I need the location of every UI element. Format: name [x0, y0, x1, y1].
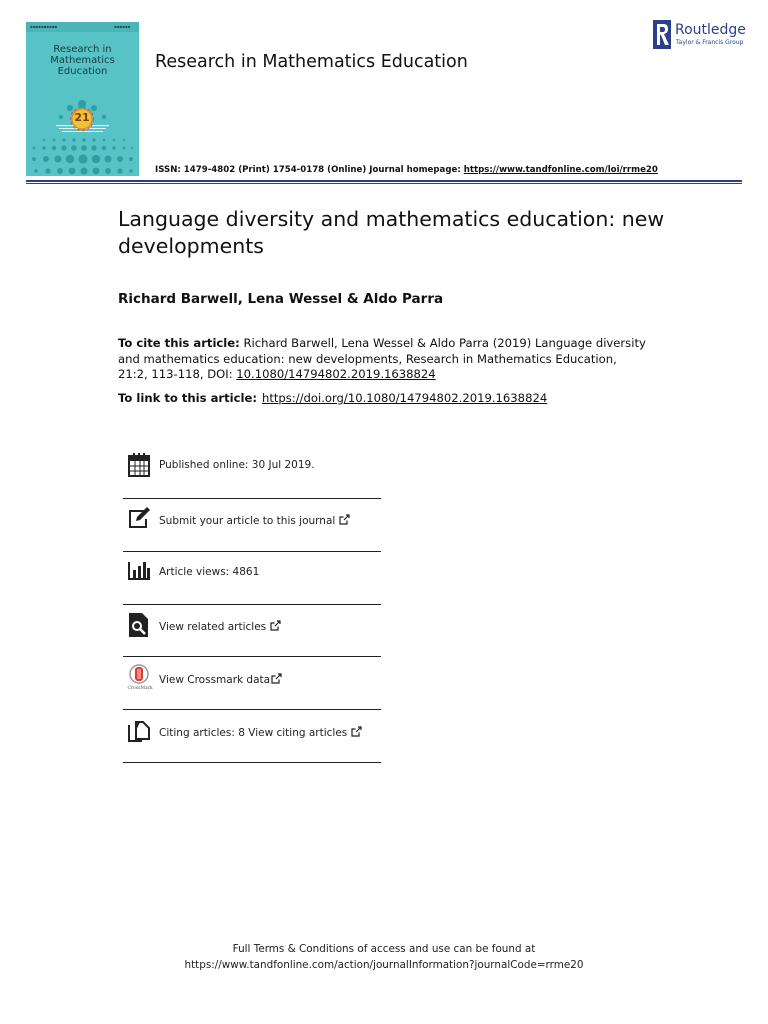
external-link-icon — [351, 726, 362, 737]
journal-homepage-link[interactable]: https://www.tandfonline.com/loi/rrme20 — [463, 165, 658, 175]
related-articles-icon — [127, 612, 151, 638]
article-link-row — [118, 391, 547, 405]
citation-block — [118, 336, 648, 383]
publisher-group: Taylor & Francis Group — [676, 39, 744, 46]
article-views: Article views: 4861 — [159, 566, 260, 578]
issn-line — [155, 165, 658, 175]
list-divider — [123, 709, 381, 710]
list-divider — [123, 604, 381, 605]
list-divider — [123, 498, 381, 499]
view-crossmark-link[interactable] — [159, 673, 282, 686]
edit-icon — [127, 505, 151, 531]
crossmark-label: View Crossmark data — [159, 674, 271, 686]
cover-dot-pattern — [26, 22, 139, 176]
cover-top-bar: ▪▪▪▪▪▪▪▪▪▪ ▪▪▪▪▪▪ — [26, 22, 139, 32]
journal-title: Research in Mathematics Education — [155, 52, 468, 72]
header-divider — [26, 180, 742, 182]
external-link-icon — [271, 673, 282, 684]
view-citing-link[interactable] — [159, 726, 362, 739]
citing-label: Citing articles: 8 View citing articles — [159, 727, 348, 739]
crossmark-row[interactable] — [123, 662, 381, 702]
journal-cover-image — [26, 22, 139, 176]
related-label: View related articles — [159, 621, 267, 633]
cover-title: Research in Mathematics Education — [50, 44, 115, 77]
external-link-icon — [339, 514, 350, 525]
views-row — [123, 556, 381, 596]
cite-text: Richard Barwell, Lena Wessel & Aldo Parra (2019) Language diversity and mathematics education: new developments, Research in Mathematics Education, 21:2, 113-118, DOI: — [118, 336, 646, 381]
article-authors: Richard Barwell, Lena Wessel & Aldo Parra — [118, 291, 444, 307]
cite-doi-link[interactable]: 10.1080/14794802.2019.1638824 — [236, 367, 436, 381]
routledge-logo — [652, 20, 748, 52]
publisher-name: Routledge — [675, 22, 746, 38]
calendar-icon — [127, 452, 151, 478]
footer-terms-link[interactable]: https://www.tandfonline.com/action/journalInformation?journalCode=rrme20 — [184, 958, 584, 971]
related-row[interactable] — [123, 609, 381, 649]
link-label: To link to this article: — [118, 391, 257, 405]
view-related-link[interactable] — [159, 620, 281, 633]
submit-row[interactable] — [123, 503, 381, 543]
published-row — [123, 450, 381, 490]
footer-terms — [0, 942, 768, 973]
citing-row[interactable] — [123, 715, 381, 755]
footer-line-1: Full Terms & Conditions of access and use can be found at — [232, 943, 536, 955]
submit-label: Submit your article to this journal — [159, 515, 336, 527]
external-link-icon — [270, 620, 281, 631]
list-divider — [123, 762, 381, 763]
crossmark-badge-text: CrossMark — [127, 686, 153, 691]
routledge-r-icon — [652, 20, 672, 50]
list-divider — [123, 656, 381, 657]
bar-chart-icon — [127, 558, 151, 584]
submit-article-link[interactable] — [159, 514, 350, 527]
article-doi-link[interactable]: https://doi.org/10.1080/14794802.2019.1638824 — [261, 391, 548, 405]
header-divider-thin — [26, 183, 742, 184]
citing-articles-icon — [127, 717, 151, 743]
cover-badge-number: 21 — [74, 111, 90, 124]
published-date: Published online: 30 Jul 2019. — [159, 459, 315, 471]
article-title: Language diversity and mathematics education: new developments — [118, 207, 665, 258]
issn-text: ISSN: 1479-4802 (Print) 1754-0178 (Online) Journal homepage: — [155, 165, 464, 175]
list-divider — [123, 551, 381, 552]
cite-label: To cite this article: — [118, 336, 240, 350]
